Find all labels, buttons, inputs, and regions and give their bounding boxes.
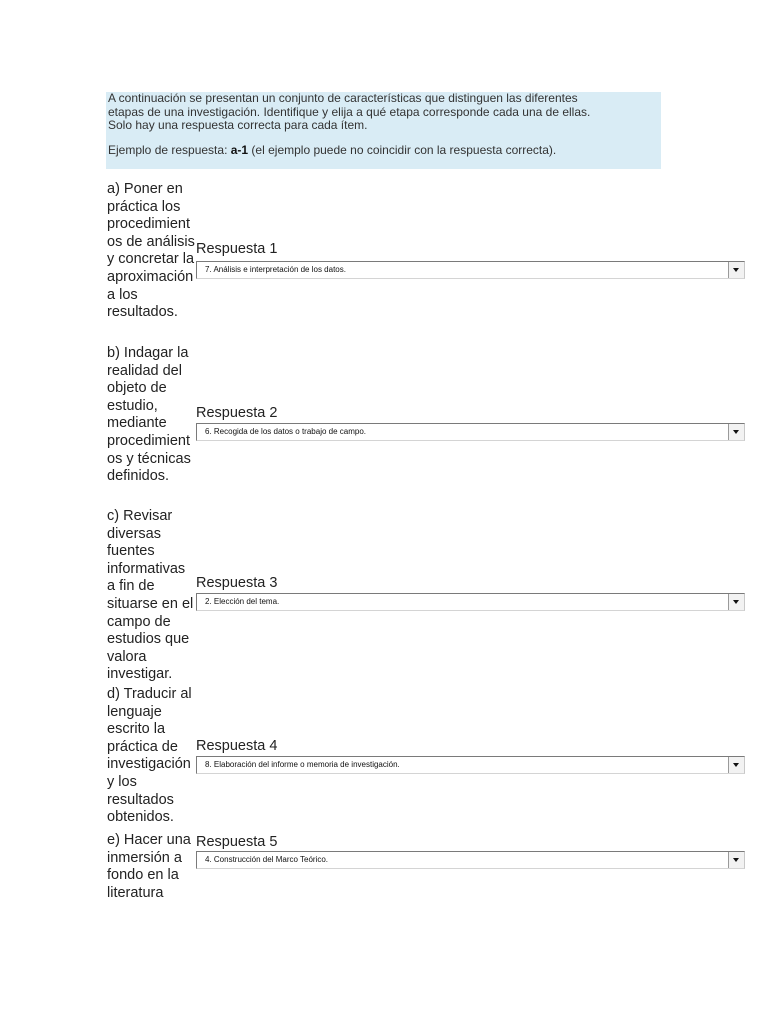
response-4-value: 8. Elaboración del informe o memoria de investigación.	[205, 760, 400, 769]
chevron-down-icon	[733, 600, 739, 604]
instructions-line-3: Solo hay una respuesta correcta para cada ítem.	[108, 118, 368, 132]
question-c: c) Revisar diversas fuentes informativas a fin de situarse en el campo de estudios que valora investigar.	[107, 508, 194, 683]
chevron-down-icon	[733, 268, 739, 272]
response-3-label: Respuesta 3	[196, 575, 278, 591]
response-5-label: Respuesta 5	[196, 834, 278, 850]
response-5-select[interactable]	[196, 851, 745, 869]
response-1-dropdown-button[interactable]	[728, 262, 744, 278]
response-1-select[interactable]	[196, 261, 745, 279]
response-5-value: 4. Construcción del Marco Teórico.	[205, 855, 329, 864]
example-line	[108, 144, 659, 158]
example-answer: a-1	[230, 142, 249, 157]
response-4-label: Respuesta 4	[196, 738, 278, 754]
chevron-down-icon	[733, 430, 739, 434]
question-e: e) Hacer una inmersión a fondo en la literatura	[107, 832, 191, 901]
instructions-box	[106, 92, 661, 169]
response-3-dropdown-button[interactable]	[728, 594, 744, 610]
question-d: d) Traducir al lenguaje escrito la práctica de investigación y los resultados obtenidos.	[107, 686, 192, 826]
chevron-down-icon	[733, 763, 739, 767]
response-4-dropdown-button[interactable]	[728, 757, 744, 773]
example-prefix: Ejemplo de respuesta:	[108, 142, 231, 157]
instructions-line-2: etapas de una investigación. Identifique y elija a qué etapa corresponde cada una de ellas.	[108, 104, 591, 119]
response-5-dropdown-button[interactable]	[728, 852, 744, 868]
question-b: b) Indagar la realidad del objeto de estudio, mediante procedimientos y técnicas definidos.	[107, 345, 191, 485]
response-2-select[interactable]	[196, 423, 745, 441]
response-2-value: 6. Recogida de los datos o trabajo de campo.	[205, 427, 366, 436]
question-a: a) Poner en práctica los procedimientos de análisis y concretar la aproximación a los resultados.	[107, 181, 195, 321]
instructions-line-1: A continuación se presentan un conjunto de características que distinguen las diferentes	[108, 91, 578, 105]
response-2-dropdown-button[interactable]	[728, 424, 744, 440]
response-1-label: Respuesta 1	[196, 241, 278, 257]
response-2-label: Respuesta 2	[196, 405, 278, 421]
response-3-select[interactable]	[196, 593, 745, 611]
chevron-down-icon	[733, 858, 739, 862]
example-suffix: (el ejemplo puede no coincidir con la respuesta correcta).	[248, 142, 557, 157]
response-4-select[interactable]	[196, 756, 745, 774]
response-3-value: 2. Elección del tema.	[205, 597, 280, 606]
response-1-value: 7. Análisis e interpretación de los datos.	[205, 265, 346, 274]
